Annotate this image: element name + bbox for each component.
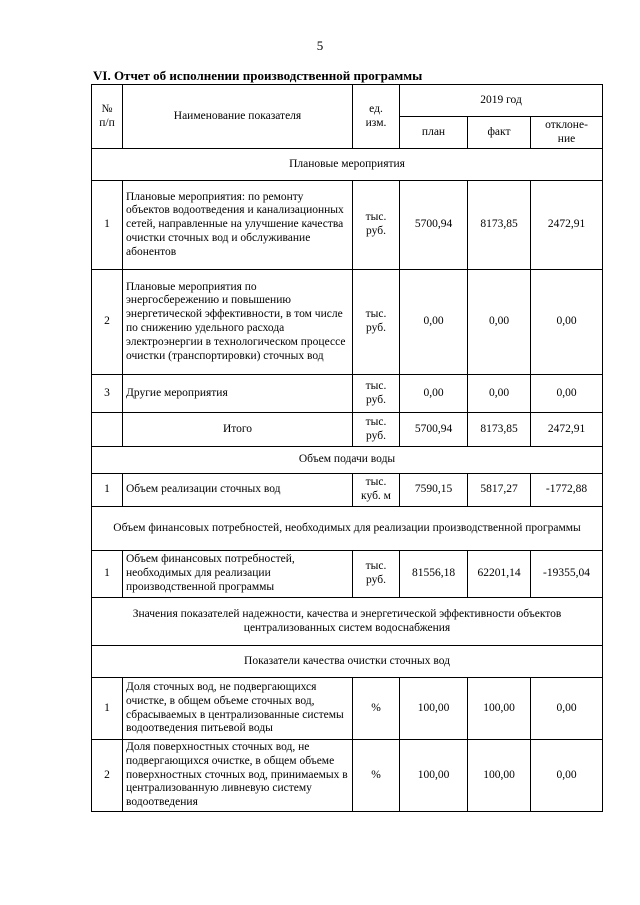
section-row-planned (92, 149, 603, 181)
table-row (92, 474, 603, 507)
row-deviation: 0,00 (531, 678, 603, 740)
header-deviation: отклоне- ние (531, 117, 603, 149)
row-plan: 0,00 (400, 375, 468, 413)
table-row (92, 181, 603, 270)
row-unit: % (353, 740, 400, 812)
row-fact: 62201,14 (468, 551, 531, 598)
row-name: Объем реализации сточных вод (123, 474, 353, 507)
row-deviation: 2472,91 (531, 181, 603, 270)
row-plan: 100,00 (400, 678, 468, 740)
row-num: 3 (92, 375, 123, 413)
row-plan: 0,00 (400, 270, 468, 375)
row-fact: 0,00 (468, 375, 531, 413)
row-num: 1 (92, 678, 123, 740)
section-indicators: Значения показателей надежности, качества и энергетической эффективности объектов централизованных систем водоснабжения (92, 598, 603, 646)
row-name: Плановые мероприятия: по ремонту объектов водоотведения и канализационных сетей, направленные на улучшение качества очистки сточных вод и обслуживание абонентов (123, 181, 353, 270)
row-fact: 0,00 (468, 270, 531, 375)
table-row (92, 678, 603, 740)
row-unit: тыс. руб. (353, 375, 400, 413)
row-plan: 100,00 (400, 740, 468, 812)
row-fact: 8173,85 (468, 413, 531, 447)
row-fact: 5817,27 (468, 474, 531, 507)
section-planned: Плановые мероприятия (92, 149, 603, 181)
header-num: № п/п (92, 85, 123, 149)
row-unit: тыс. руб. (353, 551, 400, 598)
row-num: 1 (92, 181, 123, 270)
row-deviation: 0,00 (531, 740, 603, 812)
table-row (92, 551, 603, 598)
row-plan: 5700,94 (400, 413, 468, 447)
row-name: Доля сточных вод, не подвергающихся очистке, в общем объеме сточных вод, сбрасываемых в централизованные системы водоотведения питьевой воды (123, 678, 353, 740)
row-name: Плановые мероприятия по энергосбережению и повышению энергетической эффективности, в том числе по снижению удельного расхода электроэнергии в технологическом процессе очистки (транспортировки) сточных вод (123, 270, 353, 375)
row-plan: 7590,15 (400, 474, 468, 507)
section-finance: Объем финансовых потребностей, необходимых для реализации производственной программы (92, 507, 603, 551)
page-number: 5 (316, 38, 324, 53)
header-name: Наименование показателя (123, 85, 353, 149)
production-program-report-table (91, 84, 603, 812)
row-num: 1 (92, 551, 123, 598)
row-unit: тыс. руб. (353, 270, 400, 375)
table-row (92, 270, 603, 375)
row-name: Итого (123, 413, 353, 447)
row-unit: тыс. руб. (353, 413, 400, 447)
row-plan: 81556,18 (400, 551, 468, 598)
header-plan: план (400, 117, 468, 149)
row-num: 1 (92, 474, 123, 507)
row-num: 2 (92, 270, 123, 375)
row-fact: 100,00 (468, 678, 531, 740)
row-num-empty (92, 413, 123, 447)
section-row-water-supply (92, 447, 603, 474)
table-row (92, 740, 603, 812)
row-deviation: -19355,04 (531, 551, 603, 598)
section-row-indicators (92, 598, 603, 646)
row-name: Другие мероприятия (123, 375, 353, 413)
row-deviation: 0,00 (531, 375, 603, 413)
header-fact: факт (468, 117, 531, 149)
section-row-quality (92, 646, 603, 678)
section-title: VI. Отчет об исполнении производственной программы (93, 68, 423, 83)
row-num: 2 (92, 740, 123, 812)
row-unit: тыс. куб. м (353, 474, 400, 507)
row-deviation: -1772,88 (531, 474, 603, 507)
section-water-supply: Объем подачи воды (92, 447, 603, 474)
section-quality: Показатели качества очистки сточных вод (92, 646, 603, 678)
row-unit: тыс. руб. (353, 181, 400, 270)
row-name: Объем финансовых потребностей, необходимых для реализации производственной программы (123, 551, 353, 598)
header-year: 2019 год (400, 85, 603, 117)
header-row (92, 85, 603, 117)
table-row (92, 375, 603, 413)
header-unit: ед. изм. (353, 85, 400, 149)
row-deviation: 2472,91 (531, 413, 603, 447)
total-row (92, 413, 603, 447)
row-deviation: 0,00 (531, 270, 603, 375)
row-name: Доля поверхностных сточных вод, не подвергающихся очистке, в общем объеме поверхностных сточных вод, принимаемых в централизованную ливневую систему водоотведения (123, 740, 353, 812)
row-unit: % (353, 678, 400, 740)
section-row-finance (92, 507, 603, 551)
row-fact: 8173,85 (468, 181, 531, 270)
row-plan: 5700,94 (400, 181, 468, 270)
row-fact: 100,00 (468, 740, 531, 812)
